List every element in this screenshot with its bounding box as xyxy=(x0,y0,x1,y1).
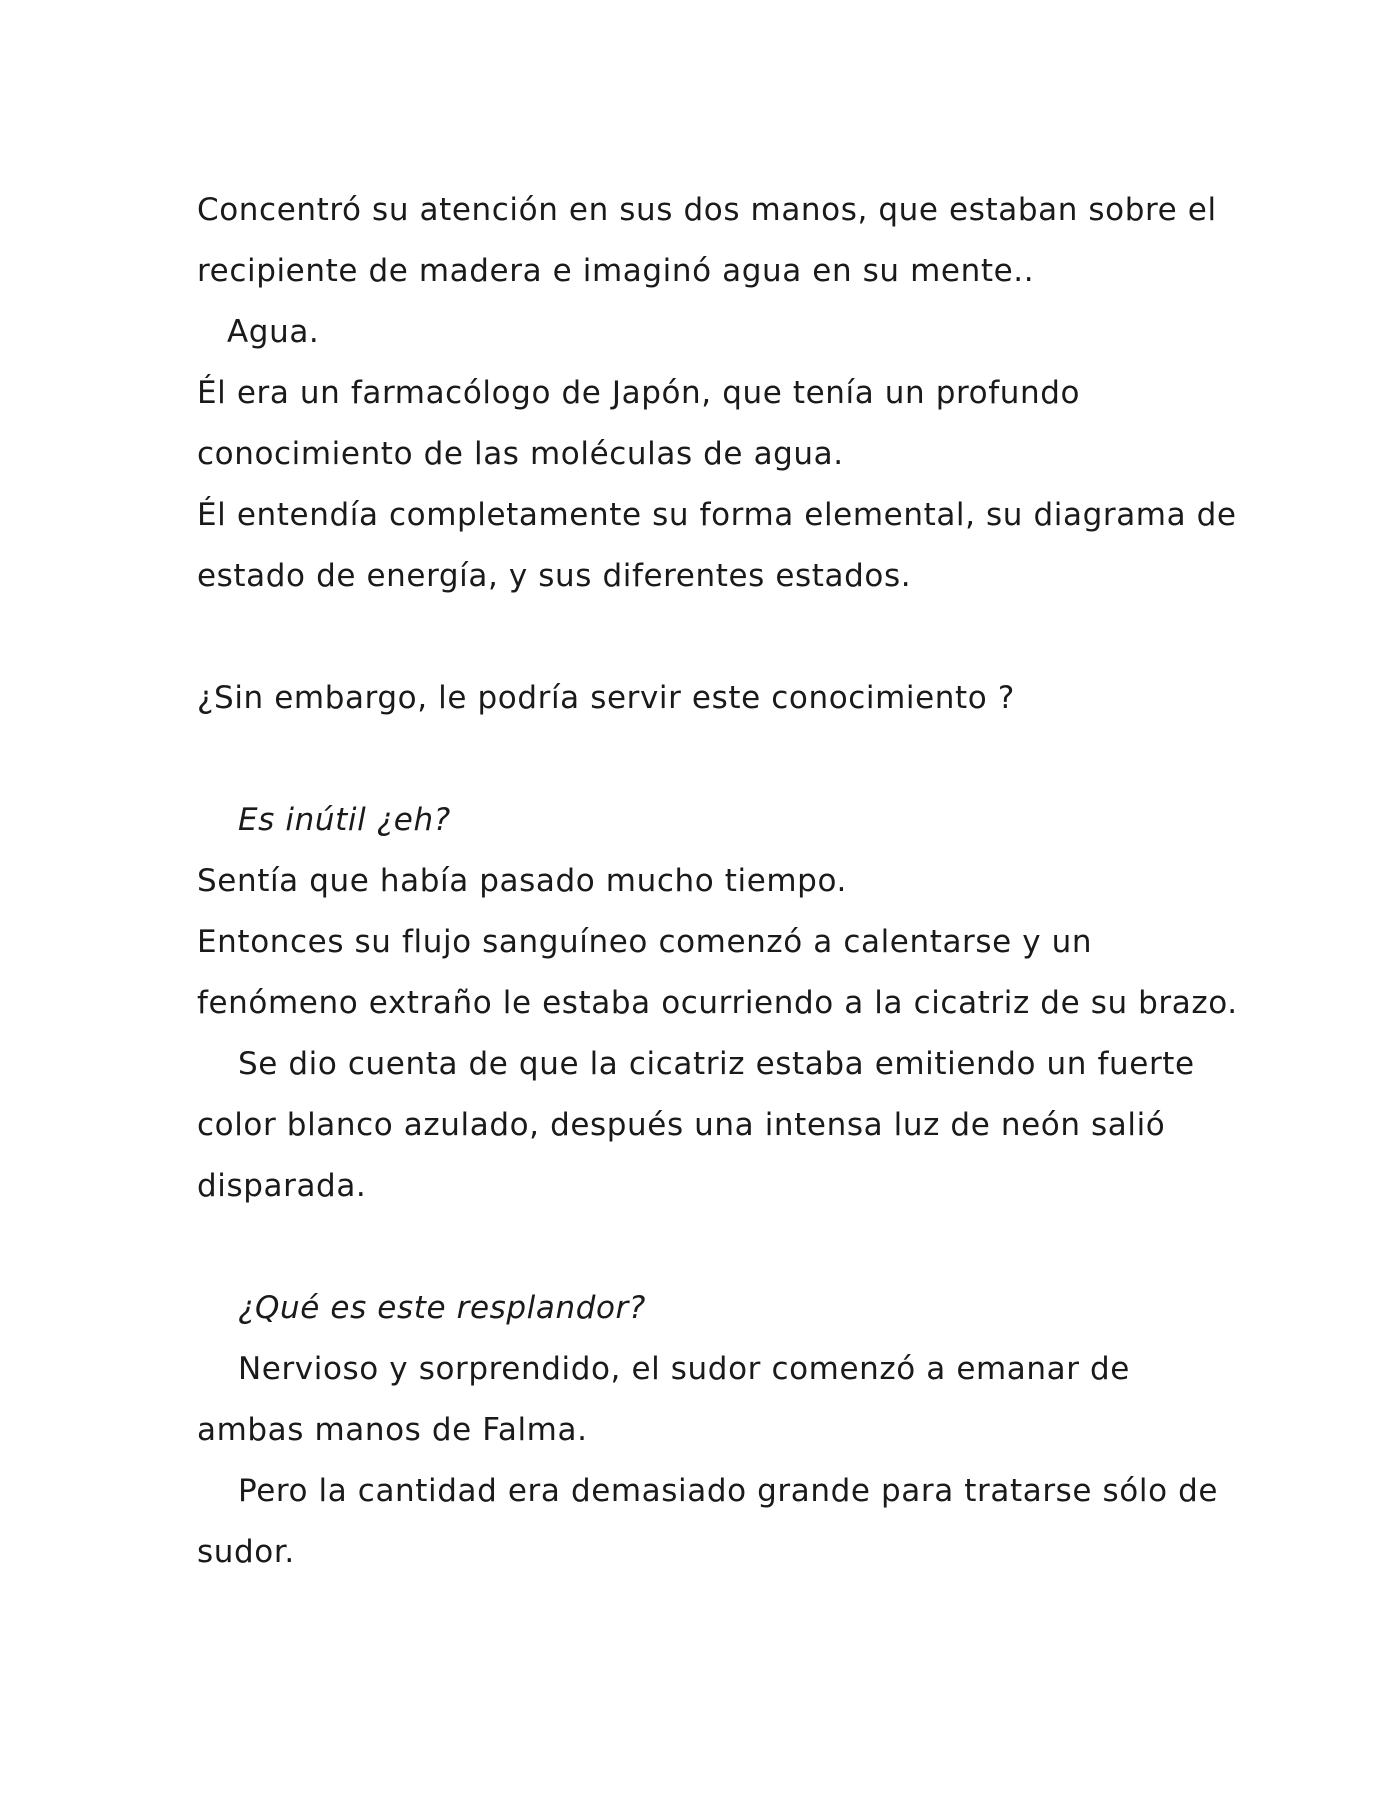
text-line: estado de energía, y sus diferentes estados. xyxy=(197,558,912,594)
text-line: recipiente de madera e imaginó agua en su mente.. xyxy=(197,253,1035,289)
paragraph-gap xyxy=(197,607,1237,668)
text-line: Él entendía completamente su forma elemental, su diagrama de xyxy=(197,497,1237,533)
text-line: color blanco azulado, después una intensa luz de neón salió xyxy=(197,1107,1166,1143)
text-line: ambas manos de Falma. xyxy=(197,1412,588,1448)
paragraph-gap xyxy=(197,1217,1237,1278)
text-line: fenómeno extraño le estaba ocurriendo a la cicatriz de su brazo. xyxy=(197,985,1238,1021)
body-text xyxy=(197,180,1237,1583)
text-line: Entonces su flujo sanguíneo comenzó a calentarse y un xyxy=(197,924,1093,960)
text-line: Agua. xyxy=(227,314,320,350)
italic-thought-line: Es inútil ¿eh? xyxy=(238,802,451,838)
text-line: Él era un farmacólogo de Japón, que tenía un profundo xyxy=(197,375,1081,411)
italic-thought-line: ¿Qué es este resplandor? xyxy=(238,1290,646,1326)
text-line: ¿Sin embargo, le podría servir este conocimiento ? xyxy=(197,680,1015,716)
text-line: disparada. xyxy=(197,1168,367,1204)
text-line: Sentía que había pasado mucho tiempo. xyxy=(197,863,847,899)
text-line: Pero la cantidad era demasiado grande para tratarse sólo de xyxy=(238,1473,1219,1509)
text-line: sudor. xyxy=(197,1534,295,1570)
text-line: conocimiento de las moléculas de agua. xyxy=(197,436,844,472)
paragraph-gap xyxy=(197,729,1237,790)
text-line: Nervioso y sorprendido, el sudor comenzó a emanar de xyxy=(238,1351,1130,1387)
text-line: Se dio cuenta de que la cicatriz estaba emitiendo un fuerte xyxy=(238,1046,1195,1082)
text-line: Concentró su atención en sus dos manos, que estaban sobre el xyxy=(197,192,1217,228)
